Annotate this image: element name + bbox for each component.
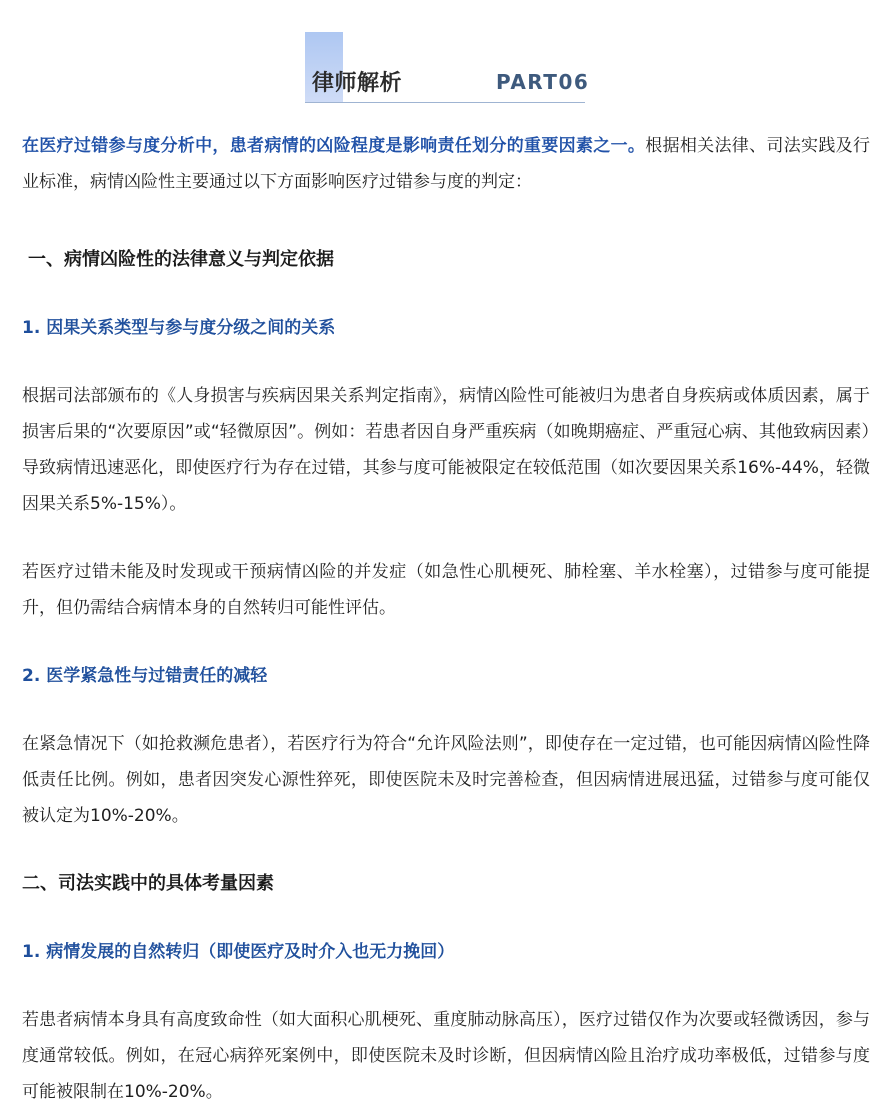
header-underline (305, 102, 585, 103)
header-title: 律师解析 (312, 71, 403, 96)
section1-heading: 一、病情凶险性的法律意义与判定依据 (28, 249, 334, 270)
section-header (0, 0, 886, 110)
section1-sub2-heading: 2. 医学紧急性与过错责任的减轻 (22, 666, 268, 686)
section1-sub1-paragraph1: 根据司法部颁布的《人身损害与疾病因果关系判定指南》，病情凶险性可能被归为患者自身疾病或体质因素，属于损害后果的“次要原因”或“轻微原因”。例如：若患者因自身严重疾病（如晚期癌症、严重冠心病、其他致病因素）导致病情迅速恶化，即使医疗行为存在过错，其参与度可能被限定在较低范围（如次要因果关系16%-44%，轻微因果关系5%-15%）。 (22, 386, 870, 514)
section1-sub1-paragraph2: 若医疗过错未能及时发现或干预病情凶险的并发症（如急性心肌梗死、肺栓塞、羊水栓塞），过错参与度可能提升，但仍需结合病情本身的自然转归可能性评估。 (22, 562, 870, 618)
section2-sub1-paragraph1: 若患者病情本身具有高度致命性（如大面积心肌梗死、重度肺动脉高压），医疗过错仅作为次要或轻微诱因，参与度通常较低。例如，在冠心病猝死案例中，即使医院未及时诊断，但因病情凶险且治疗成功率极低，过错参与度可能被限制在10%-20%。 (22, 1010, 870, 1102)
section2-heading: 二、司法实践中的具体考量因素 (22, 873, 274, 894)
section1-sub1-heading: 1. 因果关系类型与参与度分级之间的关系 (22, 318, 336, 338)
section2-sub1-heading: 1. 病情发展的自然转归（即使医疗及时介入也无力挽回） (22, 942, 455, 962)
header-part-label: PART06 (496, 70, 590, 94)
article-body (22, 128, 870, 1110)
intro-emphasis: 在医疗过错参与度分析中，患者病情的凶险程度是影响责任划分的重要因素之一。 (22, 136, 646, 156)
section1-sub2-paragraph1: 在紧急情况下（如抢救濒危患者），若医疗行为符合“允许风险法则”，即使存在一定过错，也可能因病情凶险性降低责任比例。例如，患者因突发心源性猝死，即使医院未及时完善检查，但因病情进展迅猛，过错参与度可能仅被认定为10%-20%。 (22, 734, 870, 826)
intro-paragraph (22, 128, 870, 200)
intro-rest: 根据相关法律、司法实践及行业标准，病情凶险性主要通过以下方面影响医疗过错参与度的判定： (22, 136, 870, 192)
